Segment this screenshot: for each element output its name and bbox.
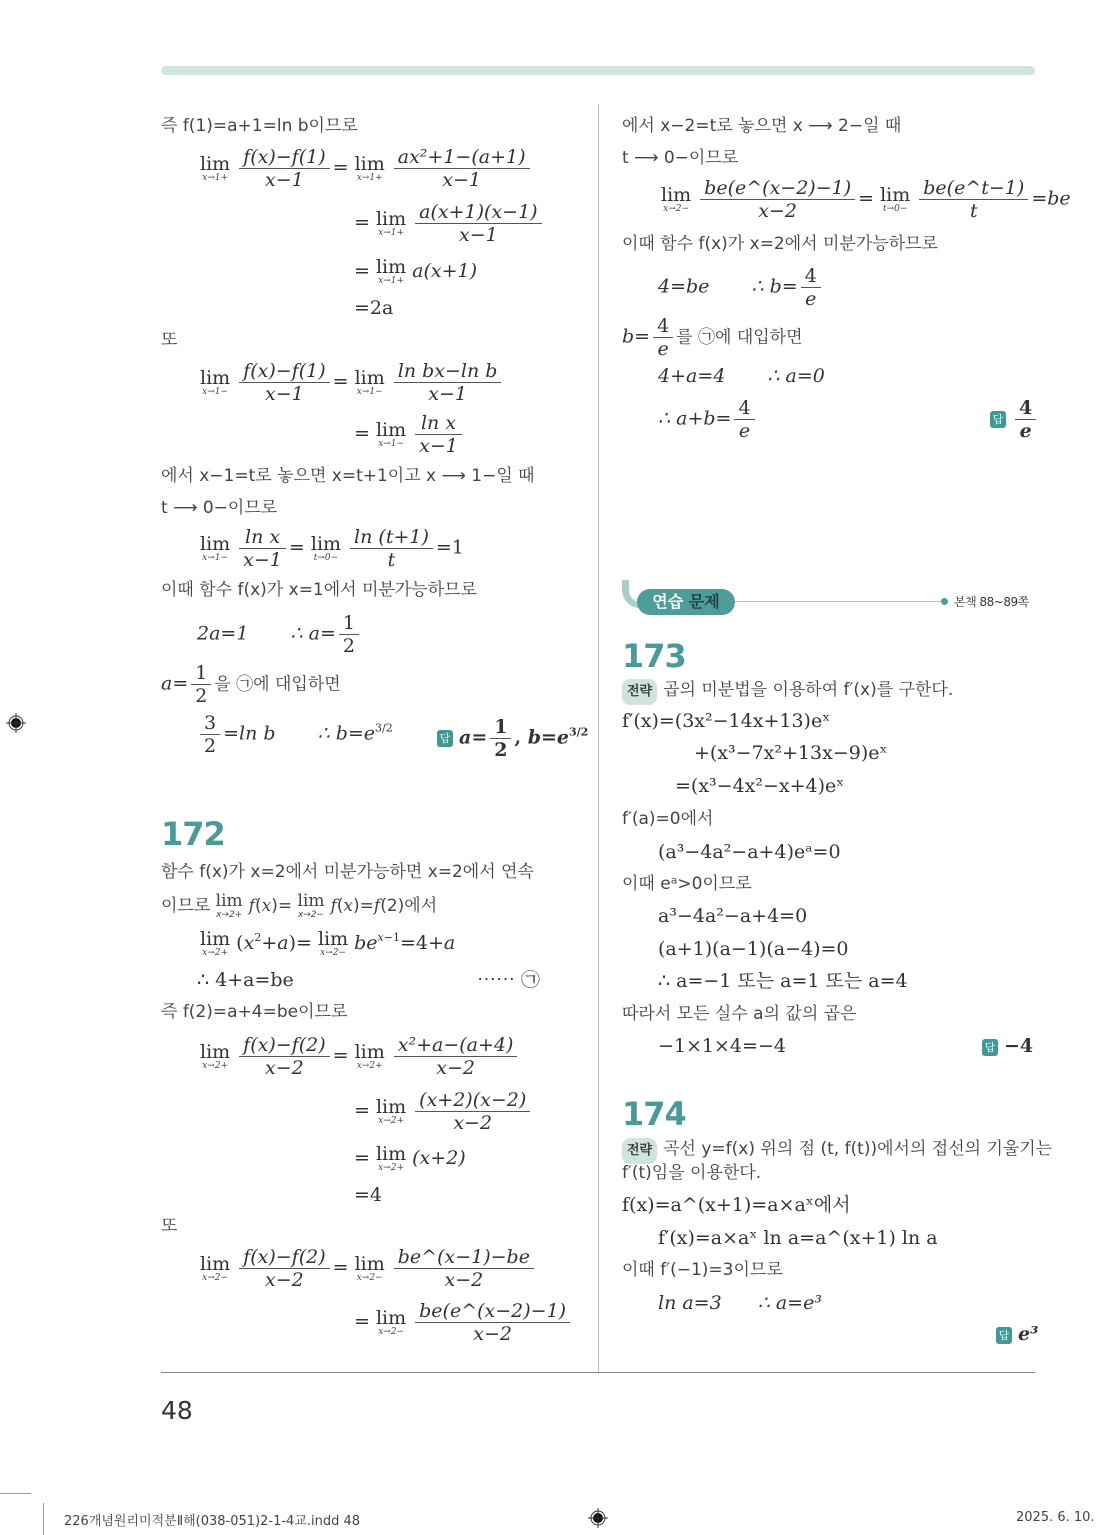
equation: a³−4a²−a+4=0 (658, 905, 808, 927)
text-line: t ⟶ 0−이므로 (161, 498, 278, 518)
equation: lim x→2− $\frac{be(e\^{}(x-2)-1)}{x-2}$ = lim t→0− $\frac{be(e\^{}t-1)}{t}$ =be (661, 177, 1071, 222)
text-line: 이때 함수 f(x)가 x=1에서 미분가능하므로 (161, 580, 477, 600)
equation: 2a=1 ∴ a= $\frac{1}{2}$ (197, 612, 362, 657)
text-line: 에서 x−1=t로 놓으면 x=t+1이고 x ⟶ 1−일 때 (161, 466, 535, 486)
textbook-reference: 본책 88~89쪽 (954, 595, 1029, 609)
section-title: 연습 문제 (637, 589, 735, 615)
equation: = lim x→2− $\frac{be(e\^{}(x-2)-1)}{x-2}$ (354, 1300, 573, 1345)
crop-mark (0, 1493, 31, 1494)
equation: ∴ a=−1 또는 a=1 또는 a=4 (658, 970, 908, 992)
text-line: 이므로 lim x→2+ f(x)= lim x→2− f(x)=f(2)에서 (161, 891, 438, 920)
equation: = lim x→2+ $\frac{(x+2)(x-2)}{x-2}$ (354, 1089, 533, 1134)
text-line: 에서 x−2=t로 놓으면 x ⟶ 2−일 때 (622, 116, 902, 136)
equation: 4=be ∴ b= $\frac{4}{e}$ (658, 265, 824, 310)
strategy-line: 전략 곡선 y=f(x) 위의 점 (t, f(t))에서의 접선의 기울기는 (622, 1137, 1052, 1164)
text-line: 이때 f′(−1)=3이므로 (622, 1260, 783, 1280)
equation: (a+1)(a−1)(a−4)=0 (658, 938, 849, 960)
section-rule (735, 601, 943, 602)
equation: lim x→1+ $\frac{f(x)-f(1)}{x-1}$ = lim x→1+ $\frac{\text{ax²+1−(a+1)}}{x-1}$ (200, 146, 533, 191)
equation: $\frac{3}{2}$ =ln b ∴ $b=e^{3/2}$ (197, 712, 393, 757)
equation: = lim x→2+ (x+2) (354, 1143, 466, 1173)
page-number: 48 (161, 1396, 193, 1425)
text-line: f′(a)=0에서 (622, 809, 714, 829)
equation: −1×1×4=−4 (658, 1035, 786, 1057)
strategy-badge: 전략 (622, 679, 657, 705)
footer-date: 2025. 6. 10. (1016, 1510, 1095, 1525)
bullet-dot-icon (941, 598, 948, 605)
equation: =(x³−4x²−x+4)eˣ (675, 775, 845, 797)
problem-number: 173 (622, 637, 686, 675)
text-line: 따라서 모든 실수 a의 값의 곱은 (622, 1004, 857, 1024)
equation: (a³−4a²−a+4)eᵃ=0 (658, 841, 841, 863)
strategy-badge: 전략 (622, 1138, 657, 1164)
equation: lim x→1− $\frac{f(x)-f(1)}{x-1}$ = lim x→1− $\frac{\text{ln bx−ln b}}{x-1}$ (200, 360, 504, 405)
text-line: 즉 f(2)=a+4=be이므로 (161, 1002, 348, 1022)
equation: f(x)=a^(x+1)=a×aˣ에서 (622, 1194, 851, 1216)
answer-172: 답 $\frac{4}{e}$ (990, 397, 1039, 442)
equation: =2a (354, 297, 394, 319)
text-line: 이때 함수 f(x)가 x=2에서 미분가능하므로 (622, 234, 938, 254)
problem-number: 172 (161, 815, 225, 853)
text-line: 또 (161, 1216, 178, 1236)
equation: lim x→2+ $(x^2+a)=$ lim x→2− $be^{x-1}=4+a$ (200, 928, 456, 958)
text-line: 함수 f(x)가 x=2에서 미분가능하면 x=2에서 연속 (161, 862, 534, 882)
crop-mark (43, 1503, 44, 1535)
equation: = lim x→1+ a(x+1) (354, 256, 478, 286)
equation: a= $\frac{1}{2}$ 을 ㉠에 대입하면 (161, 662, 341, 707)
equation: = lim x→1+ $\frac{a(x+1)(x-1)}{x-1}$ (354, 201, 545, 246)
equation: lim x→2+ $\frac{f(x)-f(2)}{x-2}$ = lim x→2+ $\frac{\text{x²+a−(a+4)}}{x-2}$ (200, 1034, 520, 1079)
registration-mark-icon (6, 713, 26, 733)
answer-174: 답 e³ (996, 1322, 1038, 1346)
text-line: 이때 eᵃ>0이므로 (622, 874, 752, 894)
equation: 4+a=4 ∴ a=0 (658, 365, 825, 387)
equation-tag: ⋯⋯ ㉠ (477, 969, 541, 991)
equation: ∴ 4+a=be (197, 969, 294, 991)
equation: ∴ a+b= $\frac{4}{e}$ (658, 397, 758, 442)
header-bar (161, 66, 1035, 75)
equation: f′(x)=(3x²−14x+13)eˣ (622, 710, 831, 732)
problem-number: 174 (622, 1095, 686, 1133)
equation: b= $\frac{4}{e}$ 를 ㉠에 대입하면 (622, 315, 803, 360)
equation: =4 (354, 1184, 383, 1206)
equation: lim x→1− $\frac{\text{ln x}}{x-1}$ = lim t→0− $\frac{\ln (t+1)}{t}$ =1 (200, 526, 464, 571)
equation: lim x→2− $\frac{f(x)-f(2)}{x-2}$ = lim x→2− $\frac{be\^{}(x-1)-be}{x-2}$ (200, 1246, 537, 1291)
answer-173: 답 −4 (982, 1034, 1033, 1058)
strategy-line: 전략 곱의 미분법을 이용하여 f′(x)를 구한다. (622, 678, 953, 705)
text-line: t ⟶ 0−이므로 (622, 148, 739, 168)
answer-badge: 답 (437, 730, 453, 747)
strategy-line: f′(t)임을 이용한다. (622, 1163, 762, 1183)
footer-filename: 226개념원리미적분Ⅱ해(038-051)2-1-4교.indd 48 (64, 1514, 361, 1529)
equation: +(x³−7x²+13x−9)eˣ (694, 742, 888, 764)
equation: f′(x)=a×aˣ ln a=a^(x+1) ln a (658, 1227, 938, 1249)
equation: ln a=3 ∴ a=e³ (658, 1292, 822, 1314)
text-line: 즉 f(1)=a+1=ln b이므로 (161, 116, 358, 136)
column-divider (598, 104, 599, 1374)
answer-badge: 답 (996, 1327, 1012, 1344)
answer-badge: 답 (982, 1039, 998, 1056)
bottom-rule (161, 1372, 1035, 1373)
equation: = lim x→1− $\frac{\text{ln x}}{x-1}$ (354, 412, 465, 457)
answer-badge: 답 (990, 411, 1006, 428)
registration-mark-icon (588, 1508, 608, 1528)
text-line: 또 (161, 330, 178, 350)
answer-172-prev: 답 a= $\frac{1}{2}$ , $b=e^{3/2}$ (437, 716, 588, 761)
